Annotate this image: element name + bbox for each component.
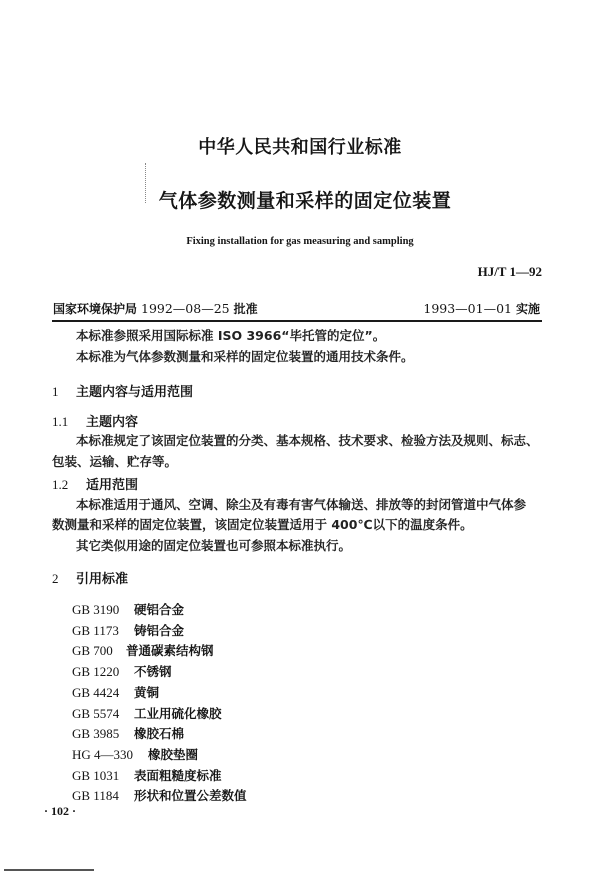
page-number: · 102 · (44, 804, 77, 818)
reference-item (72, 745, 198, 763)
section-number: 1 (52, 384, 59, 399)
reference-code: GB 3985 (72, 726, 120, 741)
reference-item (72, 600, 184, 618)
reference-name: 普通碳素结构钢 (126, 643, 214, 658)
section-1-1-heading (52, 411, 138, 430)
reference-code: GB 1184 (72, 788, 119, 803)
intro-paragraph-1: 本标准参照采用国际标准 ISO 3966“毕托管的定位”。 (76, 328, 386, 343)
reference-code: GB 1173 (72, 623, 119, 638)
reference-item (72, 786, 247, 804)
reference-name: 工业用硫化橡胶 (134, 706, 222, 721)
reference-item (72, 662, 172, 680)
reference-item (72, 621, 184, 639)
approval-line (53, 300, 258, 317)
subsection-title: 适用范围 (86, 478, 139, 493)
reference-name: 表面粗糙度标准 (134, 768, 222, 783)
reference-name: 不锈钢 (134, 664, 172, 679)
reference-code: GB 700 (72, 643, 113, 658)
reference-item (72, 683, 159, 701)
effective-label: 实施 (515, 302, 540, 316)
reference-name: 黄铜 (134, 685, 160, 700)
section-title: 主题内容与适用范围 (76, 385, 194, 400)
subsection-title: 主题内容 (86, 415, 139, 430)
reference-code: GB 4424 (72, 685, 120, 700)
effective-date: 1993—01—01 (423, 301, 512, 316)
issuer: 国家环境保护局 (53, 302, 138, 316)
standard-code: HJ/T 1—92 (477, 264, 542, 279)
standard-category: 中华人民共和国行业标准 (198, 137, 402, 158)
reference-name: 形状和位置公差数值 (134, 788, 247, 803)
section-number: 2 (52, 571, 59, 586)
document-title: 气体参数测量和采样的固定位装置 (158, 190, 452, 212)
reference-item (72, 766, 222, 784)
reference-item (72, 704, 222, 722)
intro-paragraph-2: 本标准为气体参数测量和采样的固定位装置的通用技术条件。 (76, 349, 414, 364)
reference-name: 橡胶石棉 (134, 726, 185, 741)
reference-name: 硬铝合金 (134, 602, 185, 617)
reference-code: HG 4—330 (72, 747, 134, 762)
subsection-number: 1.1 (52, 414, 69, 429)
reference-code: GB 1031 (72, 768, 120, 783)
subsection-number: 1.2 (52, 477, 69, 492)
section-1-2-line-1: 本标准适用于通风、空调、除尘及有毒有害气体输送、排放等的封闭管道中气体参 (76, 497, 527, 512)
reference-item (72, 641, 214, 659)
section-1-1-line-2: 包装、运输、贮存等。 (52, 454, 178, 469)
english-title: Fixing installation for gas measuring and sampling (186, 236, 414, 247)
header-divider (52, 320, 542, 322)
section-1-2-line-3: 其它类似用途的固定位装置也可参照本标准执行。 (76, 538, 352, 553)
reference-code: GB 1220 (72, 664, 120, 679)
approval-date: 1992—08—25 (141, 301, 230, 316)
reference-item (72, 724, 184, 742)
section-2-heading (52, 568, 128, 587)
reference-name: 铸铝合金 (134, 623, 185, 638)
section-title: 引用标准 (76, 572, 129, 587)
reference-code: GB 5574 (72, 706, 120, 721)
section-1-heading (52, 381, 193, 400)
section-1-1-line-1: 本标准规定了该固定位装置的分类、基本规格、技术要求、检验方法及规则、标志、 (76, 433, 539, 448)
approval-label: 批准 (233, 302, 258, 316)
section-1-2-heading (52, 474, 138, 493)
reference-code: GB 3190 (72, 602, 120, 617)
effective-line (423, 300, 540, 317)
section-1-2-line-2: 数测量和采样的固定位装置，该固定位装置适用于 400℃以下的温度条件。 (52, 517, 473, 532)
reference-name: 橡胶垫圈 (148, 747, 199, 762)
